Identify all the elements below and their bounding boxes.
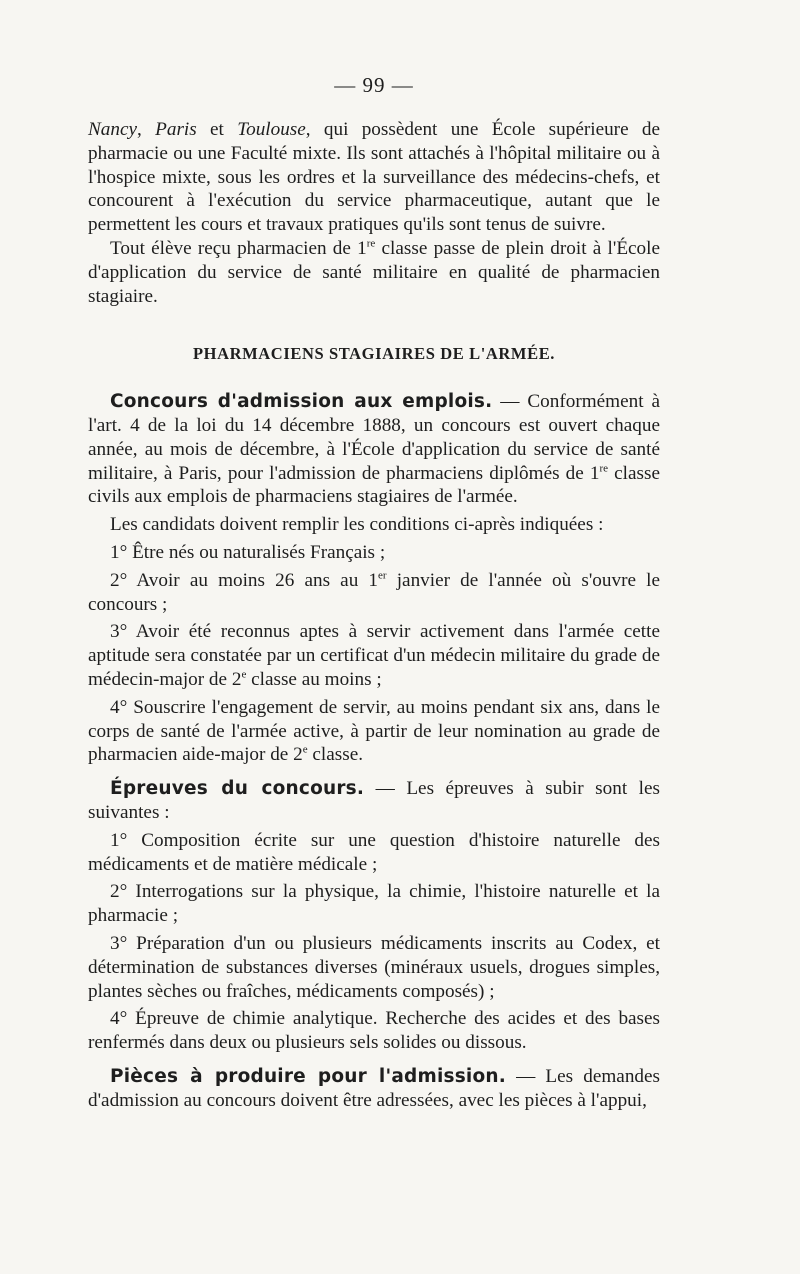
conditions-intro: Les candidats doivent remplir les conditions ci-après indiquées :	[110, 514, 604, 536]
concours-superscript: re	[599, 462, 609, 475]
concours-paragraph	[88, 390, 660, 509]
condition-3-after: classe au moins ;	[246, 668, 382, 690]
condition-3-before: 3° Avoir été reconnus aptes à servir activement dans l'armée cette aptitude sera constatée par un certificat d'un médecin militaire du grade de médecin-major de 2	[88, 621, 660, 690]
condition-2-before: 2° Avoir au moins 26 ans au 1	[110, 569, 379, 591]
condition-item-3	[88, 620, 660, 691]
eleve-text-before: Tout élève reçu pharmacien de 1	[110, 237, 367, 259]
epreuves-paragraph	[88, 777, 660, 825]
page-number: — 99 —	[334, 73, 414, 97]
eleve-text-after: classe passe de plein droit à l'École d'application du service de santé militaire en qualité de pharmacien stagiaire.	[88, 237, 660, 307]
city-toulouse: Toulouse	[237, 119, 306, 140]
intro-separator-2: et	[196, 119, 238, 140]
condition-3-superscript: e	[241, 668, 247, 681]
concours-text-before: — Conformément à l'art. 4 de la loi du 14 décembre 1888, un concours est ouvert chaque année, au mois de décembre, à l'École d'application du service de santé militaire, à Paris, pour l'admission de pharmaciens diplômés de 1	[88, 391, 660, 484]
section-heading: PHARMACIENS STAGIAIRES DE L'ARMÉE.	[192, 344, 556, 364]
epreuve-item-3: 3° Préparation d'un ou plusieurs médicaments inscrits au Codex, et détermination de substances diverses (minéraux usuels, drogues simples, plantes sèches ou fraîches, médicaments composés) ;	[88, 932, 660, 1002]
condition-2-superscript: er	[378, 569, 387, 582]
pieces-text: — Les demandes d'admission au concours doivent être adressées, avec les pièces à l'appui,	[88, 1065, 660, 1111]
epreuves-text: — Les épreuves à subir sont les suivantes :	[88, 778, 660, 823]
eleve-superscript: re	[366, 237, 376, 250]
intro-text: , qui possèdent une École supérieure de pharmacie ou une Faculté mixte. Ils sont attachés à l'hôpital militaire ou à l'hospice mixte, sous les ordres et la surveillance des médecins-chefs, et concourent à l'exécution du service pharmaceutique, autant que le permettent les cours et travaux pratiques qu'ils sont tenus de suivre.	[88, 119, 660, 236]
epreuves-lead: Épreuves du concours.	[110, 778, 365, 800]
city-paris: Paris	[155, 119, 197, 140]
epreuve-item-4: 4° Épreuve de chimie analytique. Recherche des acides et des bases renfermés dans deux ou plusieurs sels solides ou dissous.	[88, 1008, 660, 1054]
page-body	[88, 118, 660, 1112]
epreuve-item-2: 2° Interrogations sur la physique, la chimie, l'histoire naturelle et la pharmacie ;	[88, 881, 660, 927]
intro-paragraph	[88, 118, 660, 237]
condition-item-4	[88, 696, 660, 767]
eleve-paragraph	[88, 237, 660, 308]
condition-item-1: 1° Être nés ou naturalisés Français ;	[110, 541, 386, 563]
condition-2-after: janvier de l'année où s'ouvre le concours ;	[88, 569, 660, 615]
condition-4-before: 4° Souscrire l'engagement de servir, au moins pendant six ans, dans le corps de santé de l'armée active, à partir de leur nomination au grade de pharmacien aide-major de 2	[88, 696, 660, 766]
concours-text-after: classe civils aux emplois de pharmaciens stagiaires de l'armée.	[88, 462, 660, 508]
epreuve-item-1: 1° Composition écrite sur une question d'histoire naturelle des médicaments et de matière médicale ;	[88, 829, 660, 875]
condition-item-2	[88, 569, 660, 617]
condition-4-after: classe.	[307, 744, 364, 766]
pieces-lead: Pièces à produire pour l'admission.	[110, 1065, 506, 1087]
concours-lead: Concours d'admission aux emplois.	[110, 391, 493, 413]
city-nancy: Nancy	[88, 119, 138, 140]
intro-separator-1: ,	[137, 119, 156, 140]
condition-4-superscript: e	[302, 743, 308, 756]
pieces-paragraph	[88, 1065, 660, 1113]
